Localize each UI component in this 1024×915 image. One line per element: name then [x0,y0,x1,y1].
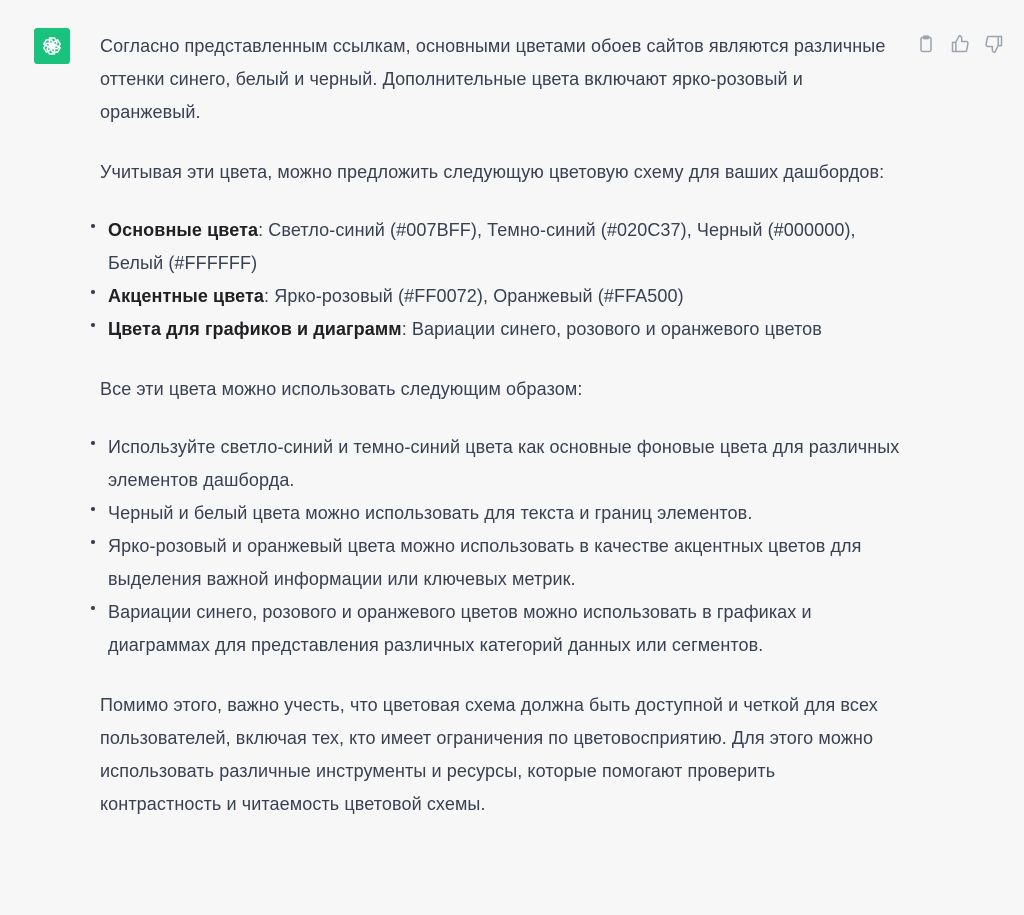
thumbs-down-button[interactable] [982,32,1006,56]
assistant-avatar [34,28,70,64]
message-actions [914,32,1006,56]
usage-list [100,431,900,662]
list-item-label: Основные цвета [108,220,259,240]
list-item: Используйте светло-синий и темно-синий цвета как основные фоновые цвета для различных элементов дашборда. [100,431,900,497]
list-item-label: Цвета для графиков и диаграмм [108,319,402,339]
openai-logo-icon [40,34,64,58]
list-item [100,313,900,346]
message-intro: Согласно представленным ссылкам, основными цветами обоев сайтов являются различные оттенки синего, белый и черный. Дополнительные цвета включают ярко-розовый и оранжевый. [100,36,886,122]
list-item: Черный и белый цвета можно использовать для текста и границ элементов. [100,497,900,530]
color-schema-list [100,214,900,346]
list-item [100,214,900,280]
list-item-text: : Вариации синего, розового и оранжевого цветов [401,319,822,339]
thumbs-down-icon [984,34,1004,54]
thumbs-up-icon [950,34,970,54]
copy-button[interactable] [914,32,938,56]
message-proposal: Учитывая эти цвета, можно предложить следующую цветовую схему для ваших дашбордов: [100,162,885,182]
clipboard-icon [916,34,936,54]
list-item-label: Акцентные цвета [108,286,265,306]
list-item-text: : Светло-синий (#007BFF), Темно-синий (#020C37), Черный (#000000), Белый (#FFFFFF) [108,220,856,273]
message-usage-intro: Все эти цвета можно использовать следующим образом: [100,379,583,399]
thumbs-up-button[interactable] [948,32,972,56]
list-item: Вариации синего, розового и оранжевого цветов можно использовать в графиках и диаграммах для представления различных категорий данных или сегментов. [100,596,900,662]
message-conclusion: Помимо этого, важно учесть, что цветовая схема должна быть доступной и четкой для всех пользователей, включая тех, кто имеет ограничения по цветовосприятию. Для этого можно использовать различные инструменты и ресурсы, которые помогают проверить контрастность и читаемость цветовой схемы. [100,695,878,814]
list-item-text: : Ярко-розовый (#FF0072), Оранжевый (#FFA500) [264,286,684,306]
assistant-message [100,30,900,821]
list-item: Ярко-розовый и оранжевый цвета можно использовать в качестве акцентных цветов для выделения важной информации или ключевых метрик. [100,530,900,596]
list-item [100,280,900,313]
